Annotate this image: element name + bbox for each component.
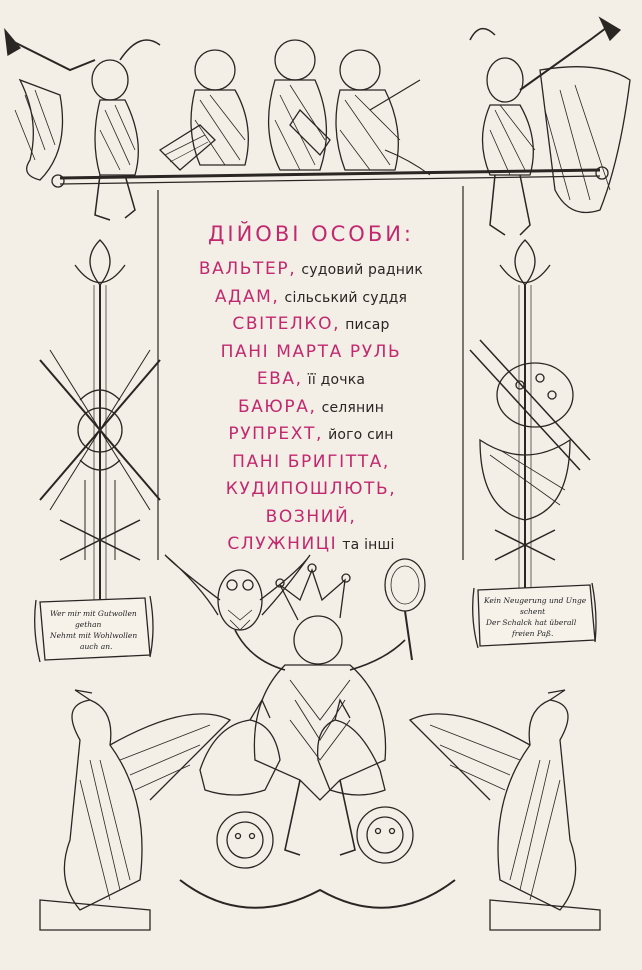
cast-name: СЛУЖНИЦІ <box>227 534 338 554</box>
lion-medallions-illustration <box>180 807 455 908</box>
cast-entry <box>162 256 460 284</box>
cast-role: писар <box>345 317 390 333</box>
jester-illustration <box>235 564 405 855</box>
cast-entry <box>162 394 460 422</box>
cast-role: судовий радник <box>301 262 424 278</box>
cast-name: ВАЛЬТЕР, <box>198 259 297 279</box>
cast-entry <box>162 366 460 394</box>
cast-name: КУДИПОШЛЮТЬ, <box>225 479 397 499</box>
cast-entry <box>162 421 460 449</box>
right-column-ornament <box>470 240 590 600</box>
musician-monkeys-illustration <box>160 40 430 175</box>
cast-role: її дочка <box>307 372 366 388</box>
cast-entry <box>162 284 460 312</box>
cast-role: та інші <box>342 537 395 553</box>
cast-heading: ДІЙОВІ ОСОБИ: <box>207 222 415 246</box>
cast-name: ЕВА, <box>256 369 303 389</box>
cast-name: БАЮРА, <box>237 396 317 417</box>
left-scroll-line-2: gethan <box>75 620 102 629</box>
right-griffin-illustration <box>410 690 600 930</box>
cast-role: сільський суддя <box>284 289 408 306</box>
cast-name: ВОЗНИЙ, <box>265 506 357 527</box>
left-scroll-line-1: Wer mir mit Gutwollen <box>50 609 137 618</box>
dogs-illustration <box>200 700 385 795</box>
cast-entry <box>162 311 460 339</box>
left-scroll-sign <box>35 596 153 662</box>
left-column-ornament <box>40 240 160 600</box>
cast-name: ПАНІ МАРТА РУЛЬ <box>220 341 402 362</box>
cast-entry <box>162 449 460 477</box>
cast-entry <box>162 476 460 504</box>
cast-role: його син <box>328 427 394 443</box>
left-scroll-line-3: Nehmt mit Wohlwollen <box>50 631 138 640</box>
cast-role: селянин <box>321 399 385 416</box>
cast-entry <box>162 504 460 532</box>
right-scroll-line-4: freien Paß. <box>512 629 554 638</box>
right-trumpeter-illustration <box>470 18 630 235</box>
owl-illustration <box>165 555 310 630</box>
cast-name: АДАМ, <box>214 286 280 307</box>
cast-name: РУПРЕХТ, <box>228 424 323 444</box>
cast-name: СВІТЕЛКО, <box>232 314 341 334</box>
cast-name: ПАНІ БРИГІТТА, <box>232 451 390 472</box>
cast-list <box>162 222 460 559</box>
right-scroll-line-3: Der Schalck hat überall <box>486 618 577 627</box>
cast-entry <box>162 339 460 367</box>
mirror-illustration <box>385 559 425 660</box>
left-trumpeter-illustration <box>5 30 160 220</box>
right-scroll-line-1: Kein Neugerung und Unge <box>484 596 587 605</box>
right-scroll-line-2: schent <box>520 607 546 616</box>
cast-entry <box>162 531 460 559</box>
left-scroll-line-4: auch an. <box>80 642 113 651</box>
